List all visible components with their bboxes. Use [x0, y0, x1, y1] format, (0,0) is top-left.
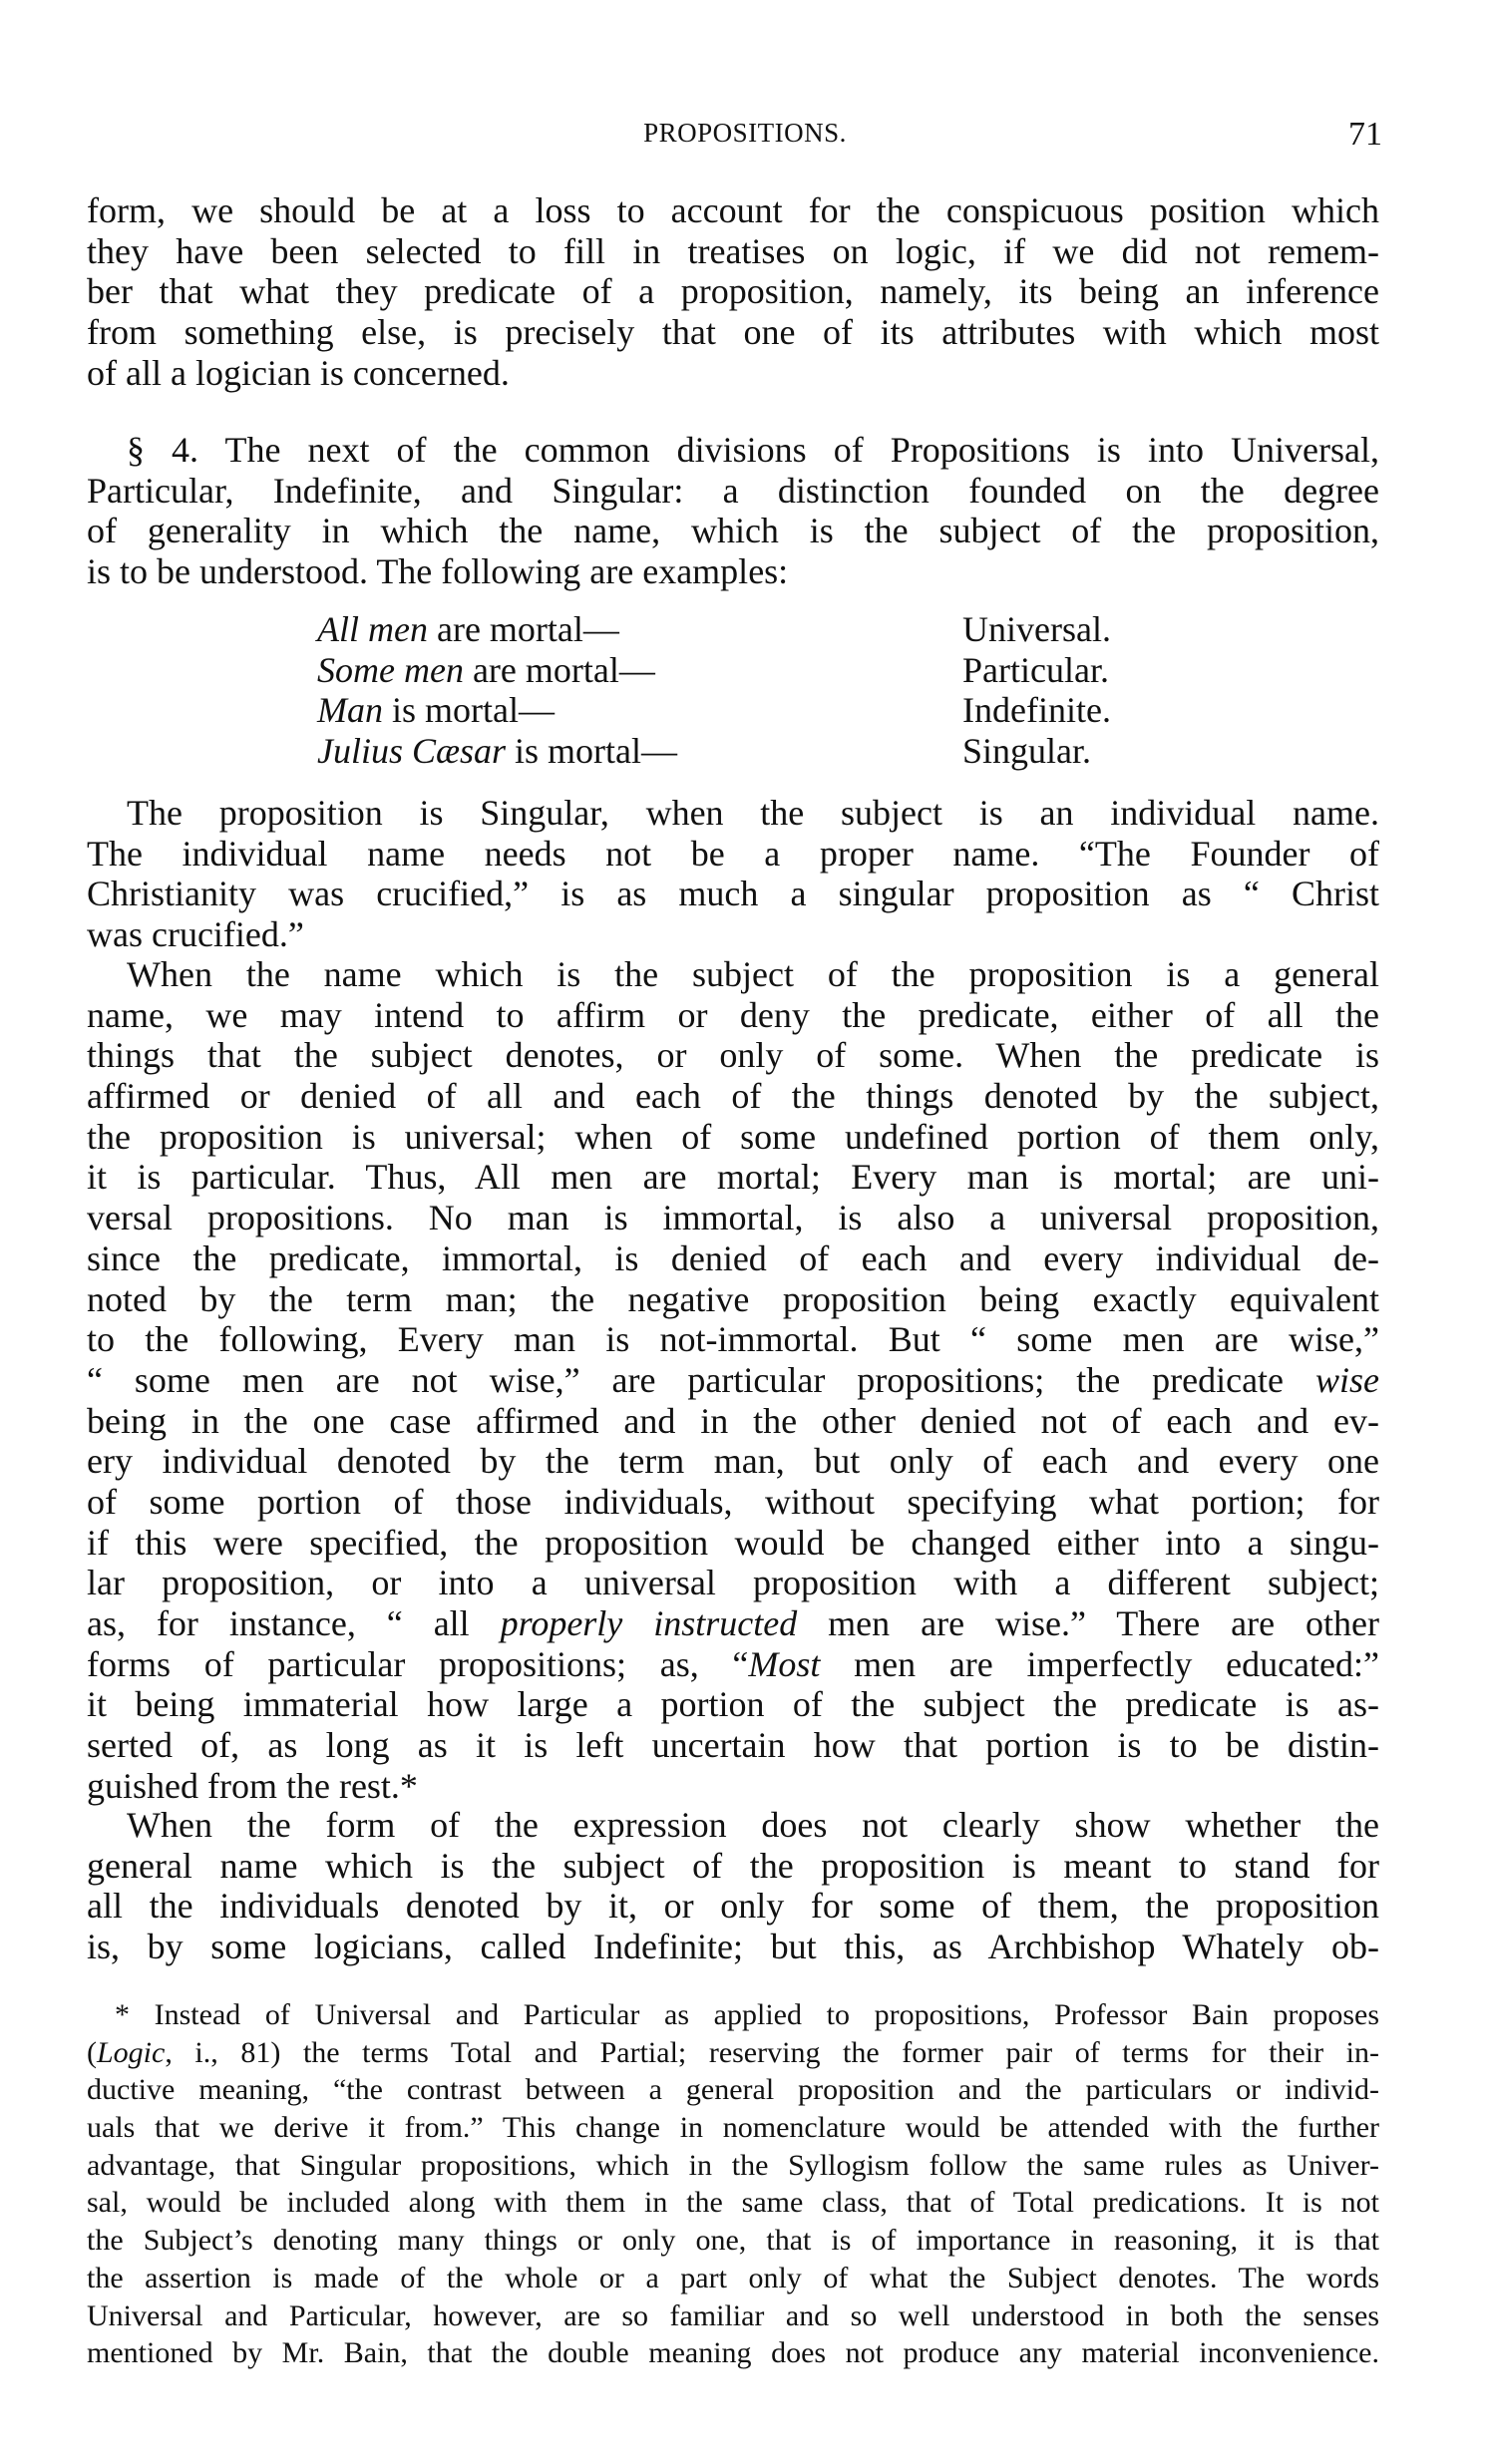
text-line: ber that what they predicate of a proposition, namely, its being an inference: [87, 271, 1379, 312]
text-line: things that the subject denotes, or only of some. When the predicate is: [87, 1035, 1379, 1076]
page-number: 71: [1348, 116, 1382, 153]
paragraph-singular: [87, 793, 1379, 955]
text-line: [87, 2034, 1379, 2072]
text-line: [87, 1360, 1379, 1401]
italic-text: Most: [748, 1643, 821, 1684]
text-line: Particular, Indefinite, and Singular: a distinction founded on the degree: [87, 470, 1379, 511]
example-predicate: is mortal—: [506, 731, 678, 772]
text-line: it being immaterial how large a portion of the subject the predicate is as-: [87, 1684, 1379, 1725]
text-segment: as, for instance, “ all: [87, 1603, 501, 1643]
example-subject: All men: [317, 609, 428, 649]
example-kind: Indefinite.: [962, 690, 1111, 731]
paragraph-section-4: [87, 430, 1379, 592]
text-segment: men are imperfectly educated:”: [820, 1643, 1379, 1684]
text-line: lar proposition, or into a universal proposition with a different subject;: [87, 1563, 1379, 1603]
text-line: to the following, Every man is not-immortal. But “ some men are wise,”: [87, 1319, 1379, 1360]
example-row: [317, 650, 1215, 691]
text-line: being in the one case affirmed and in the other denied not of each and ev-: [87, 1400, 1379, 1441]
text-line: When the name which is the subject of the proposition is a general: [127, 954, 1379, 994]
text-line: of some portion of those individuals, without specifying what portion; for: [87, 1481, 1379, 1522]
text-line: Universal and Particular, however, are so familiar and so well understood in both the senses: [87, 2298, 1379, 2332]
text-line: ductive meaning, “the contrast between a general proposition and the particulars or individ-: [87, 2073, 1379, 2107]
text-line: general name which is the subject of the proposition is meant to stand for: [87, 1845, 1379, 1886]
text-line: they have been selected to fill in treatises on logic, if we did not remem-: [87, 230, 1379, 271]
running-title: PROPOSITIONS.: [643, 118, 847, 148]
text-line: the Subject’s denoting many things or only one, that is of importance in reasoning, it is that: [87, 2224, 1379, 2258]
example-row: [317, 690, 1215, 731]
text-line: affirmed or denied of all and each of the things denoted by the subject,: [87, 1076, 1379, 1117]
text-line: serted of, as long as it is left uncertain how that portion is to be distin-: [87, 1725, 1379, 1766]
text-line: the proposition is universal; when of some undefined portion of them only,: [87, 1116, 1379, 1157]
text-line: sal, would be included along with them in the same class, that of Total predications. It is not: [87, 2186, 1379, 2220]
text-segment: “ some men are not wise,” are particular propositions; the predicate: [87, 1359, 1315, 1400]
text-line: from something else, is precisely that one of its attributes with which most: [87, 312, 1379, 353]
text-line: ery individual denoted by the term man, but only of each and every one: [87, 1441, 1379, 1482]
text-line: Christianity was crucified,” is as much a singular proposition as “ Christ: [87, 874, 1379, 914]
example-row: [317, 731, 1215, 772]
text-line: is, by some logicians, called Indefinite; but this, as Archbishop Whately ob-: [87, 1927, 1379, 1967]
text-line: * Instead of Universal and Particular as applied to propositions, Professor Bain proposes: [115, 1998, 1379, 2031]
text-line: The individual name needs not be a proper name. “The Founder of: [87, 833, 1379, 874]
text-line: versal propositions. No man is immortal, is also a universal proposition,: [87, 1198, 1379, 1238]
text-line: § 4. The next of the common divisions of Propositions is into Universal,: [127, 430, 1379, 470]
text-line: form, we should be at a loss to account for the conspicuous position which: [87, 190, 1379, 230]
text-line: it is particular. Thus, All men are mortal; Every man is mortal; are uni-: [87, 1157, 1379, 1198]
example-row: [317, 609, 1215, 650]
text-segment: forms of particular propositions; as, “: [87, 1643, 749, 1684]
text-line: the assertion is made of the whole or a part only of what the Subject denotes. The words: [87, 2261, 1379, 2294]
text-line: The proposition is Singular, when the subject is an individual name.: [127, 793, 1379, 833]
example-subject: Some men: [317, 649, 464, 690]
examples-table: [317, 609, 1215, 772]
text-segment: men are wise.” There are other: [797, 1603, 1380, 1643]
paragraph-universal-particular: [87, 954, 1379, 1806]
text-line: [87, 1644, 1379, 1685]
text-line: uals that we derive it from.” This change in nomenclature would be attended with the further: [87, 2111, 1379, 2145]
example-proposition: [317, 690, 555, 731]
text-line: all the individuals denoted by it, or only for some of them, the proposition: [87, 1886, 1379, 1927]
text-segment: , i., 81) the terms Total and Partial; reserving the former pair of terms for their in-: [165, 2035, 1379, 2069]
example-kind: Universal.: [962, 609, 1111, 649]
example-predicate: are mortal—: [427, 609, 619, 649]
text-line: of all a logician is concerned.: [87, 352, 510, 393]
italic-text: Logic: [97, 2035, 166, 2069]
example-subject: Julius Cæsar: [317, 731, 507, 772]
example-subject: Man: [317, 690, 383, 731]
text-line: [87, 1603, 1379, 1644]
text-line: is to be understood. The following are examples:: [87, 551, 789, 592]
text-line: was crucified.”: [87, 914, 304, 955]
italic-text: properly instructed: [500, 1603, 798, 1643]
example-kind: Singular.: [962, 731, 1092, 772]
text-line: guished from the rest.*: [87, 1765, 418, 1806]
text-line: When the form of the expression does not clearly show whether the: [127, 1805, 1379, 1845]
example-predicate: is mortal—: [383, 690, 555, 731]
text-line: if this were specified, the proposition would be changed either into a singu-: [87, 1522, 1379, 1563]
text-line: of generality in which the name, which is the subject of the proposition,: [87, 511, 1379, 551]
text-line: since the predicate, immortal, is denied of each and every individual de-: [87, 1237, 1379, 1278]
paragraph-continuation: [87, 190, 1379, 393]
example-proposition: [317, 650, 655, 691]
text-line: name, we may intend to affirm or deny the predicate, either of all the: [87, 994, 1379, 1035]
paragraph-indefinite: [87, 1805, 1379, 1967]
footnote: [87, 1996, 1379, 2372]
italic-text: wise: [1314, 1359, 1379, 1400]
example-proposition: [317, 609, 619, 650]
text-segment: (: [87, 2035, 97, 2069]
text-line: advantage, that Singular propositions, which in the Syllogism follow the same rules as Univer-: [87, 2148, 1379, 2182]
example-proposition: [317, 731, 677, 772]
text-line: noted by the term man; the negative proposition being exactly equivalent: [87, 1278, 1379, 1319]
example-kind: Particular.: [962, 649, 1109, 690]
text-line: mentioned by Mr. Bain, that the double meaning does not produce any material inconvenience.: [87, 2336, 1379, 2370]
example-predicate: are mortal—: [463, 649, 655, 690]
